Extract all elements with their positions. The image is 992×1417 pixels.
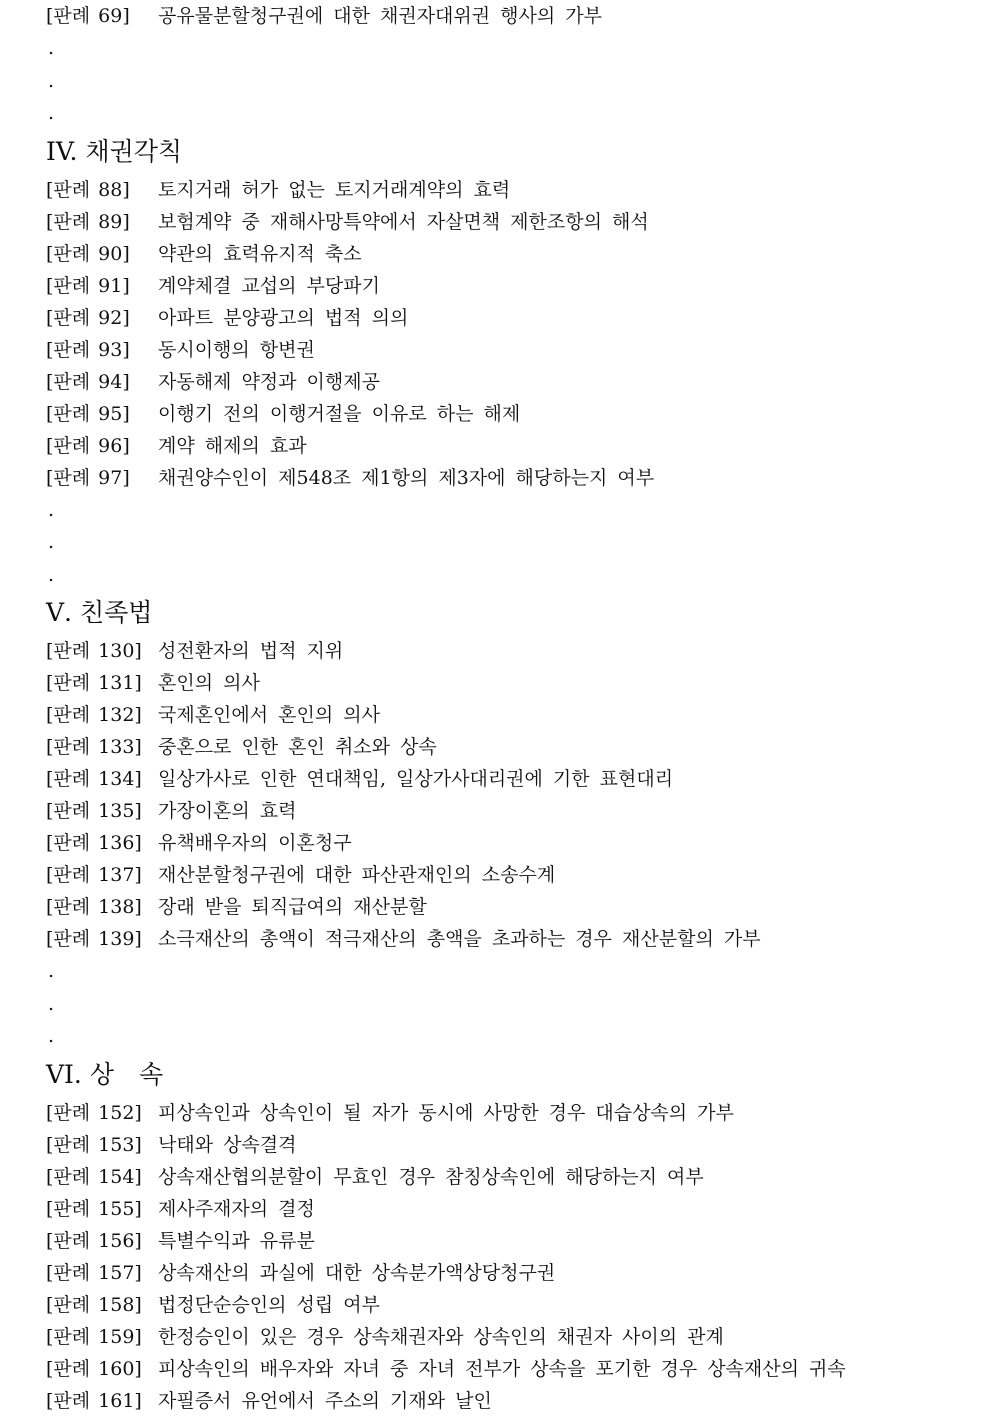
case-title: 자필증서 유언에서 주소의 기재와 날인	[158, 1389, 492, 1412]
toc-entry	[46, 1289, 976, 1321]
case-label: [판례 152]	[46, 1101, 142, 1124]
case-label: [판례 138]	[46, 896, 142, 918]
toc-entry	[46, 1353, 976, 1385]
toc-entry	[46, 174, 976, 206]
toc-entry	[46, 1321, 976, 1353]
case-title: 유책배우자의 이혼청구	[158, 832, 352, 854]
case-label: [판례 153]	[46, 1133, 142, 1156]
case-label: [판례 94]	[46, 370, 130, 393]
case-title: 자동해제 약정과 이행제공	[158, 370, 380, 393]
case-label: [판례 154]	[46, 1165, 142, 1188]
case-label: [판례 156]	[46, 1229, 142, 1252]
case-title: 일상가사로 인한 연대책임, 일상가사대리권에 기한 표현대리	[158, 768, 674, 790]
toc-entry	[46, 1193, 976, 1225]
case-label: [판례 90]	[46, 242, 130, 265]
toc-entry	[46, 1385, 976, 1417]
ellipsis-dot: .	[48, 531, 55, 553]
toc-entry	[46, 699, 976, 731]
toc-entry	[46, 795, 976, 827]
case-title: 이행기 전의 이행거절을 이유로 하는 해제	[158, 402, 521, 425]
case-label: [판례 97]	[46, 466, 130, 489]
case-label: [판례 155]	[46, 1197, 142, 1220]
toc-entry	[46, 238, 976, 270]
toc-entry	[46, 731, 976, 763]
case-title: 피상속인과 상속인이 될 자가 동시에 사망한 경우 대습상속의 가부	[158, 1101, 734, 1124]
case-title: 채권양수인이 제548조 제1항의 제3자에 해당하는지 여부	[158, 466, 655, 489]
case-title: 상속재산협의분할이 무효인 경우 참칭상속인에 해당하는지 여부	[158, 1165, 704, 1188]
toc-entry	[46, 1225, 976, 1257]
toc-entry	[46, 334, 976, 366]
case-title: 가장이혼의 효력	[158, 800, 297, 822]
ellipsis-dot: .	[48, 69, 55, 92]
case-title: 소극재산의 총액이 적극재산의 총액을 초과하는 경우 재산분할의 가부	[158, 928, 761, 950]
case-title: 제사주재자의 결정	[158, 1197, 315, 1220]
case-title: 중혼으로 인한 혼인 취소와 상속	[158, 736, 437, 758]
toc-entry	[46, 302, 976, 334]
case-label: [판례 134]	[46, 768, 142, 790]
case-label: [판례 133]	[46, 736, 142, 758]
case-title: 국제혼인에서 혼인의 의사	[158, 704, 380, 726]
case-label: [판례 137]	[46, 864, 142, 886]
section-heading-obligations: IV. 채권각칙	[46, 136, 183, 166]
case-title: 성전환자의 법적 지위	[158, 640, 344, 662]
case-title: 계약 해제의 효과	[158, 434, 307, 457]
case-label: [판례 160]	[46, 1357, 142, 1380]
ellipsis-dot: .	[48, 498, 55, 521]
toc-entry	[46, 667, 976, 699]
case-label: [판례 69]	[46, 5, 130, 27]
case-label: [판례 158]	[46, 1293, 142, 1316]
toc-entry	[46, 1257, 976, 1289]
ellipsis-dot: .	[48, 960, 55, 982]
case-label: [판례 139]	[46, 928, 142, 950]
toc-entry	[46, 763, 976, 795]
case-title: 아파트 분양광고의 법적 의의	[158, 306, 409, 329]
ellipsis-dot: .	[48, 1025, 55, 1047]
case-label: [판례 95]	[46, 402, 130, 425]
toc-entry	[46, 366, 976, 398]
case-title: 재산분할청구권에 대한 파산관재인의 소송수계	[158, 864, 556, 886]
toc-entry	[46, 1097, 976, 1129]
ellipsis-dot: .	[48, 992, 55, 1015]
toc-entry	[46, 398, 976, 430]
toc-page	[46, 0, 976, 1417]
case-title: 특별수익과 유류분	[158, 1229, 315, 1252]
case-label: [판례 131]	[46, 672, 142, 694]
ellipsis-dot: .	[48, 37, 55, 59]
case-title: 한정승인이 있은 경우 상속채권자와 상속인의 채권자 사이의 관계	[158, 1325, 724, 1348]
case-title: 동시이행의 항변권	[158, 338, 315, 361]
toc-entry	[46, 206, 976, 238]
toc-entry	[46, 1161, 976, 1193]
toc-entry	[46, 859, 976, 891]
case-title: 상속재산의 과실에 대한 상속분가액상당청구권	[158, 1261, 556, 1284]
ellipsis-dot: .	[48, 102, 55, 124]
toc-entry	[46, 827, 976, 859]
case-title: 토지거래 허가 없는 토지거래계약의 효력	[158, 178, 511, 201]
case-label: [판례 161]	[46, 1389, 142, 1412]
case-label: [판례 159]	[46, 1325, 142, 1348]
case-title: 계약체결 교섭의 부당파기	[158, 274, 380, 297]
section-heading-inheritance: VI. 상 속	[46, 1059, 164, 1089]
case-label: [판례 132]	[46, 704, 142, 726]
case-title: 장래 받을 퇴직급여의 재산분할	[158, 896, 427, 918]
case-title: 피상속인의 배우자와 자녀 중 자녀 전부가 상속을 포기한 경우 상속재산의 귀속	[158, 1357, 846, 1380]
case-label: [판례 88]	[46, 178, 130, 201]
case-label: [판례 93]	[46, 338, 130, 361]
case-label: [판례 130]	[46, 640, 142, 662]
case-title: 보험계약 중 재해사망특약에서 자살면책 제한조항의 해석	[158, 210, 649, 233]
case-title: 혼인의 의사	[158, 672, 260, 694]
case-title: 약관의 효력유지적 축소	[158, 242, 362, 265]
case-title: 공유물분할청구권에 대한 채권자대위권 행사의 가부	[158, 5, 602, 27]
toc-entry	[46, 430, 976, 462]
case-label: [판례 135]	[46, 800, 142, 822]
case-label: [판례 92]	[46, 306, 130, 329]
case-label: [판례 89]	[46, 210, 130, 233]
toc-entry	[46, 1129, 976, 1161]
case-label: [판례 91]	[46, 274, 130, 297]
toc-entry	[46, 462, 976, 494]
toc-entry	[46, 635, 976, 667]
ellipsis-dot: .	[48, 563, 55, 586]
toc-entry	[46, 891, 976, 923]
case-title: 법정단순승인의 성립 여부	[158, 1293, 380, 1316]
section-heading-family-law: Ⅴ. 친족법	[46, 598, 153, 627]
toc-entry	[46, 270, 976, 302]
toc-entry	[46, 923, 976, 955]
toc-entry	[46, 0, 976, 32]
case-label: [판례 136]	[46, 832, 142, 854]
case-title: 낙태와 상속결격	[158, 1133, 297, 1156]
case-label: [판례 157]	[46, 1261, 142, 1284]
case-label: [판례 96]	[46, 434, 130, 457]
